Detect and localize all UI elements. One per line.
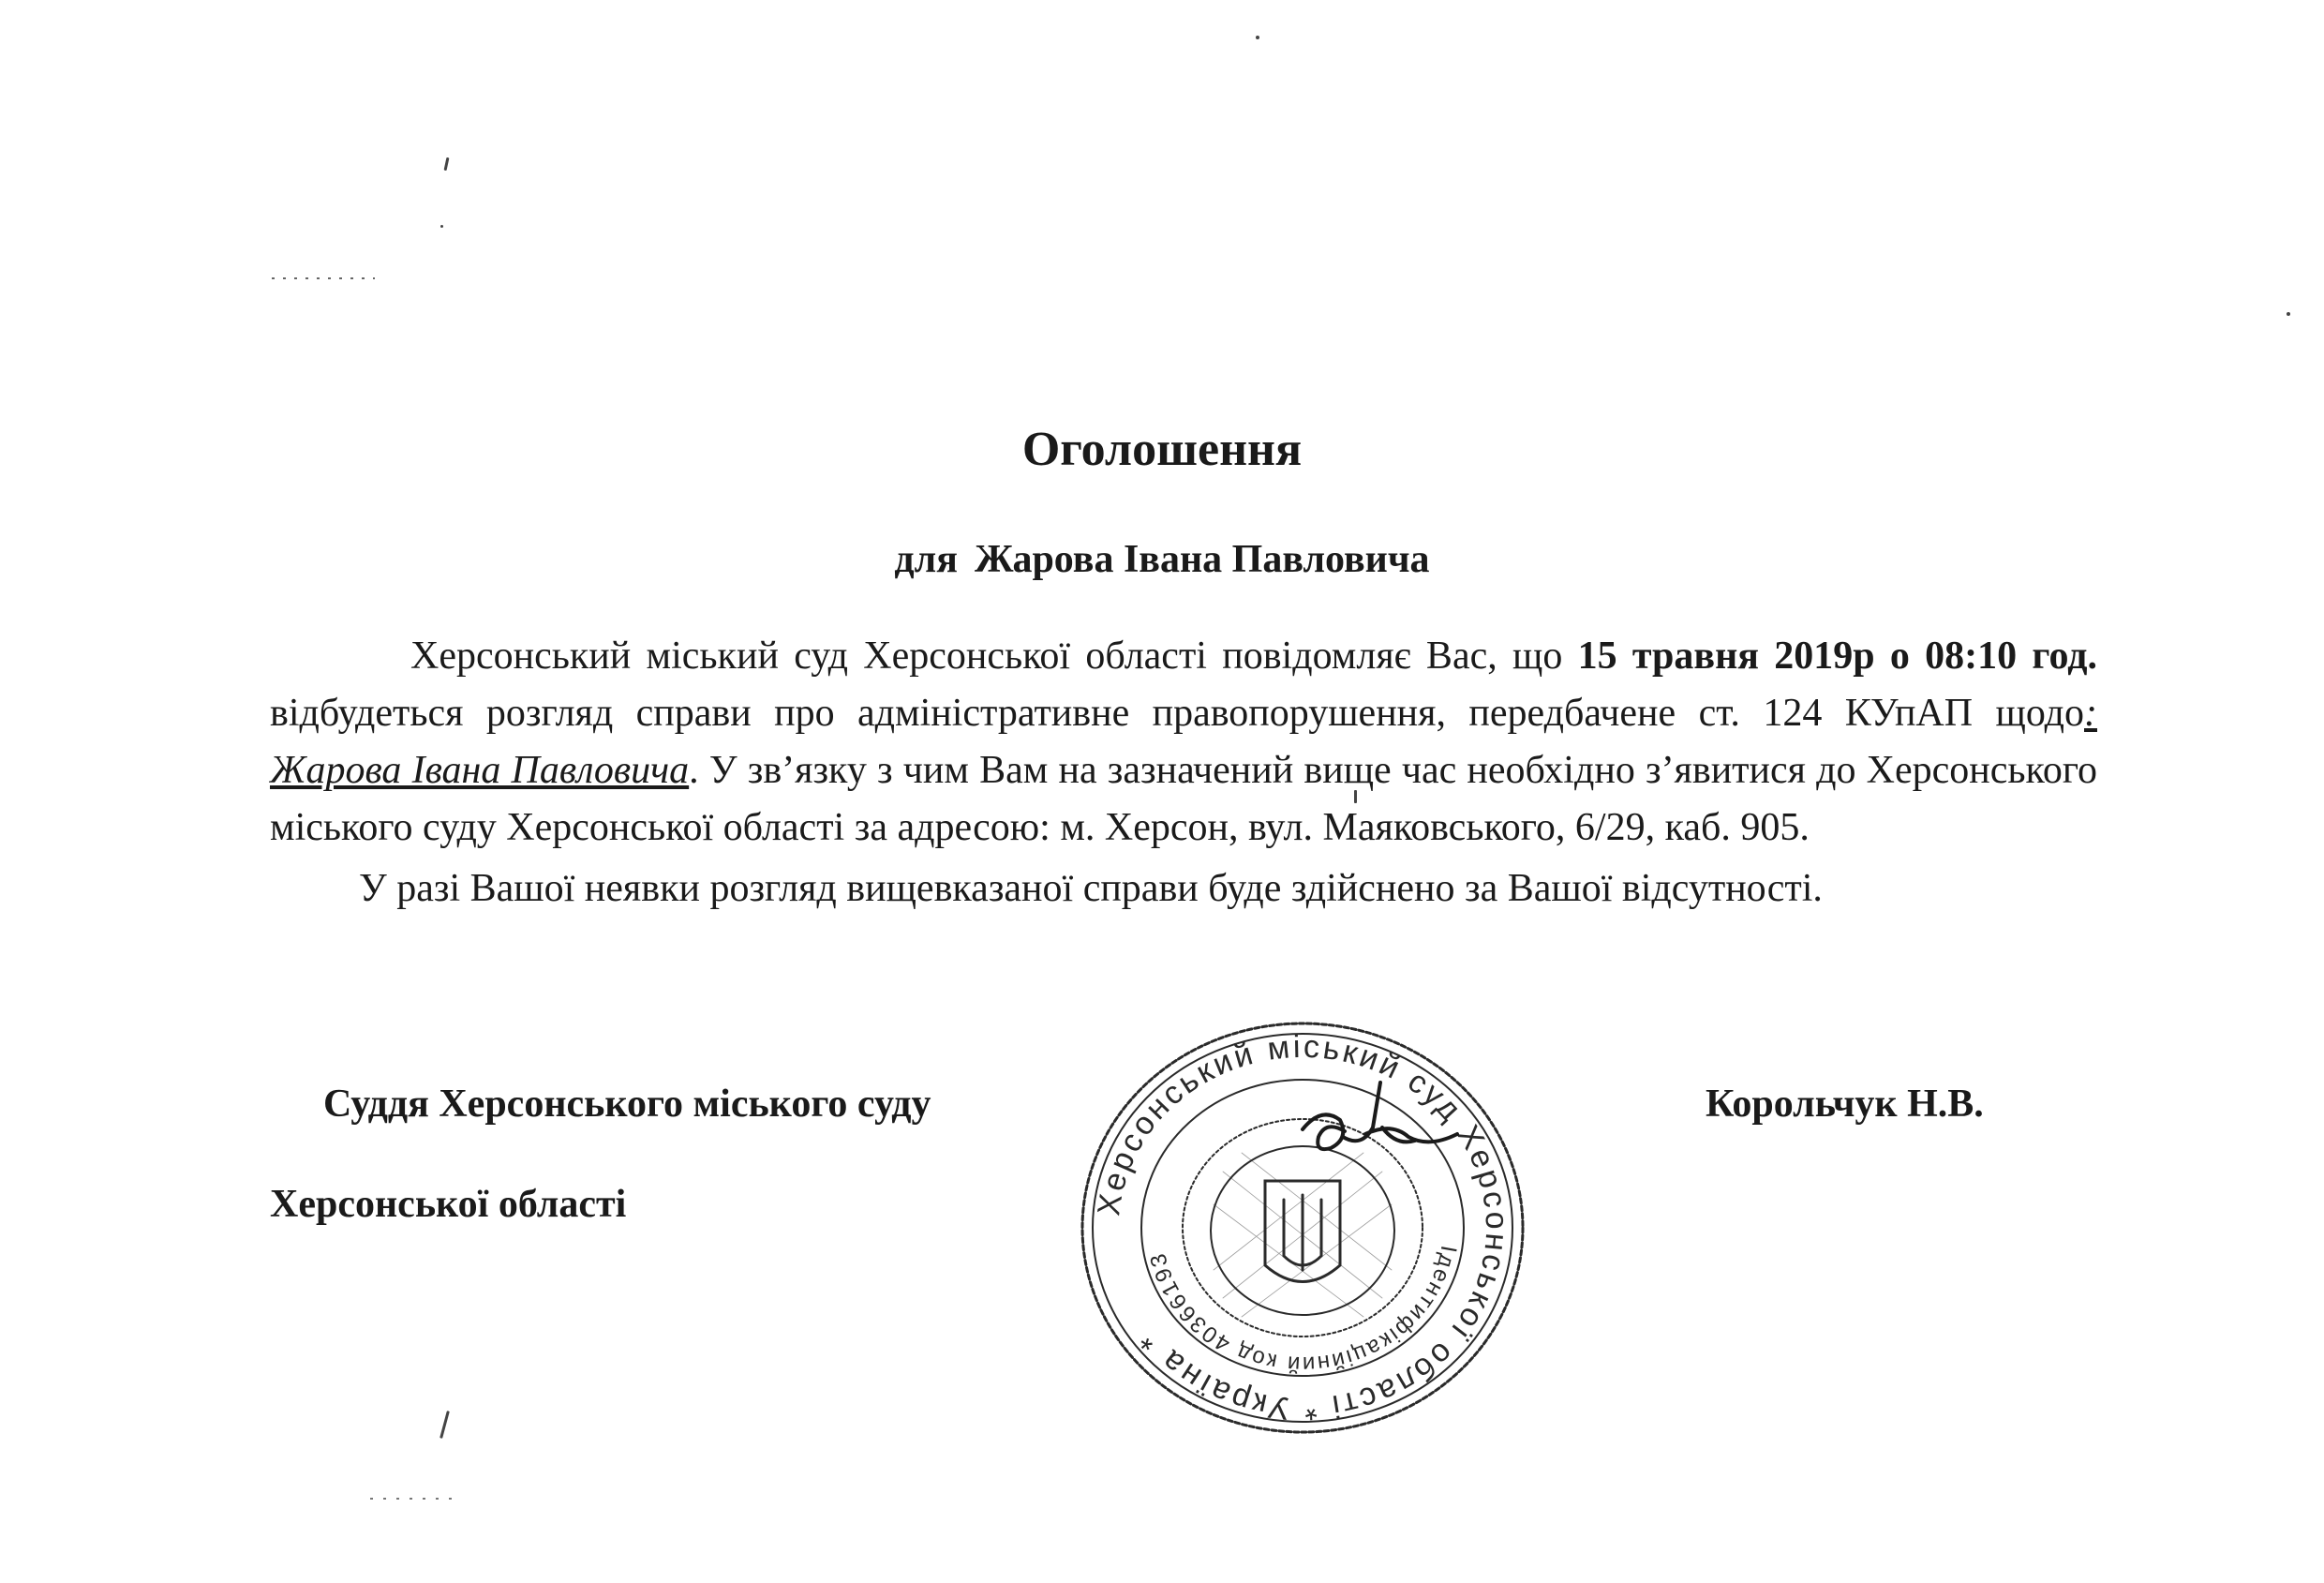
judge-position-line2: Херсонської області — [270, 1183, 627, 1226]
document-title: Оголошення — [1021, 423, 1303, 476]
defendant-name: : Жарова Івана Павловича — [270, 692, 2097, 792]
scan-speck — [370, 1498, 454, 1500]
paragraph1-part2: відбудеться розгляд справи про адміністративне правопорушення, передбачене ст. 124 КУпАП щодо — [270, 692, 2084, 735]
scan-speck — [272, 277, 375, 279]
notice-paragraph-1 — [270, 628, 2097, 857]
scan-speck — [444, 157, 450, 171]
scan-speck — [1256, 36, 1259, 39]
hearing-datetime: 15 травня 2019р о 08:10 год. — [1577, 635, 2097, 678]
addressee-line — [0, 536, 2324, 583]
court-seal-stamp — [1064, 1017, 1542, 1439]
scan-speck — [440, 225, 443, 228]
paragraph1-part3: . У зв’язку з чим Вам на зазначений вище час необхідно з’явитися до Херсонського міського суду Херсонської області за адресою: м. Херсон, вул. Маяковського, 6/29, каб. 905. — [270, 749, 2097, 849]
scan-speck — [439, 1411, 450, 1439]
seal-outer-text: Херсонський міський суд Херсонської області * Україна * — [1091, 1028, 1515, 1427]
seal-inner-text: Ідентифікаційний код 40366193 — [1144, 1243, 1462, 1378]
judge-name: Корольчук Н.В. — [1706, 1083, 1984, 1126]
addressee-prefix: для — [894, 538, 958, 581]
notice-paragraph-2: У разі Вашої неявки розгляд вищевказаної справи буде здійснено за Вашої відсутності. — [359, 867, 1823, 910]
addressee-name: Жарова Івана Павловича — [974, 538, 1430, 581]
seal-emblem — [1265, 1181, 1340, 1282]
judge-position-line1: Суддя Херсонського міського суду — [323, 1083, 931, 1126]
scan-speck — [2287, 312, 2290, 316]
paragraph1-part1: Херсонський міський суд Херсонської області повідомляє Вас, що — [410, 635, 1578, 678]
notice-body — [270, 628, 2097, 918]
